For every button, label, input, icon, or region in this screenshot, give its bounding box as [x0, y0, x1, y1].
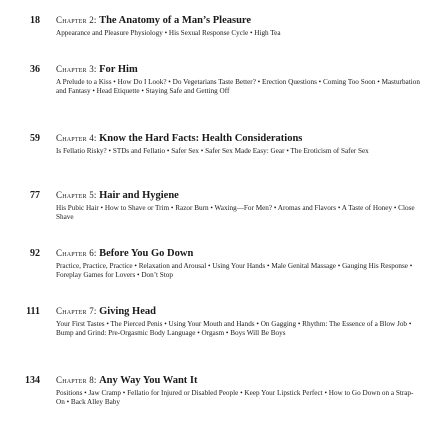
chapter-topics: Practice, Practice, Practice • Relaxation and Arousal • Using Your Hands • Male Genital Massage • Gauging His Response • Foreplay Games for Lovers • Don’t Stop	[56, 262, 413, 280]
page-number: 18	[30, 15, 40, 26]
chapter-topics: Is Fellatio Risky? • STDs and Fellatio • Safer Sex • Safer Sex Made Easy: Gear • The Eroticism of Safer Sex	[56, 147, 369, 155]
chapter-label: Chapter 4:	[56, 133, 97, 143]
chapter-label: Chapter 6:	[56, 248, 97, 258]
page-number: 92	[30, 248, 40, 259]
chapter-label: Chapter 7:	[56, 306, 97, 316]
chapter-title: Before You Go Down	[99, 248, 194, 259]
chapter-title: Giving Head	[99, 306, 156, 317]
chapter-label: Chapter 8:	[56, 375, 97, 385]
chapter-title: The Anatomy of a Man’s Pleasure	[99, 15, 252, 26]
page-number: 59	[30, 133, 40, 144]
page-number: 36	[30, 64, 40, 75]
chapter-label: Chapter 5:	[56, 190, 97, 200]
chapter-label: Chapter 2:	[56, 15, 97, 25]
chapter-topics: Your First Tastes • The Pierced Penis • Using Your Mouth and Hands • On Gagging • Rhythm: The Essence of a Blow Job • Bump and Grind: Pre-Orgasmic Body Language • Orgasm • Boys Will Be Boys	[56, 320, 412, 338]
chapter-title: Know the Hard Facts: Health Considerations	[99, 133, 303, 144]
chapter-title: Any Way You Want It	[99, 375, 198, 386]
chapter-title: For Him	[99, 64, 138, 75]
chapter-topics: His Pubic Hair • How to Shave or Trim • Razor Burn • Waxing—For Men? • Aromas and Flavors • A Taste of Honey • Close Shave	[56, 204, 415, 222]
page-number: 77	[30, 190, 40, 201]
page-number: 111	[26, 306, 40, 317]
chapter-label: Chapter 3:	[56, 64, 97, 74]
page-number: 134	[25, 375, 40, 386]
chapter-title: Hair and Hygiene	[99, 190, 179, 201]
chapter-topics: A Prelude to a Kiss • How Do I Look? • Do Vegetarians Taste Better? • Erection Questions • Coming Too Soon • Masturbation and Fantasy • Head Etiquette • Staying Safe and Getting Off	[56, 78, 420, 96]
chapter-topics: Positions • Jaw Cramp • Fellatio for Injured or Disabled People • Keep Your Lipstick Perfect • How to Go Down on a Strap-On • Back Alley Baby	[56, 389, 414, 407]
chapter-topics: Appearance and Pleasure Physiology • His Sexual Response Cycle • High Tea	[56, 29, 281, 37]
